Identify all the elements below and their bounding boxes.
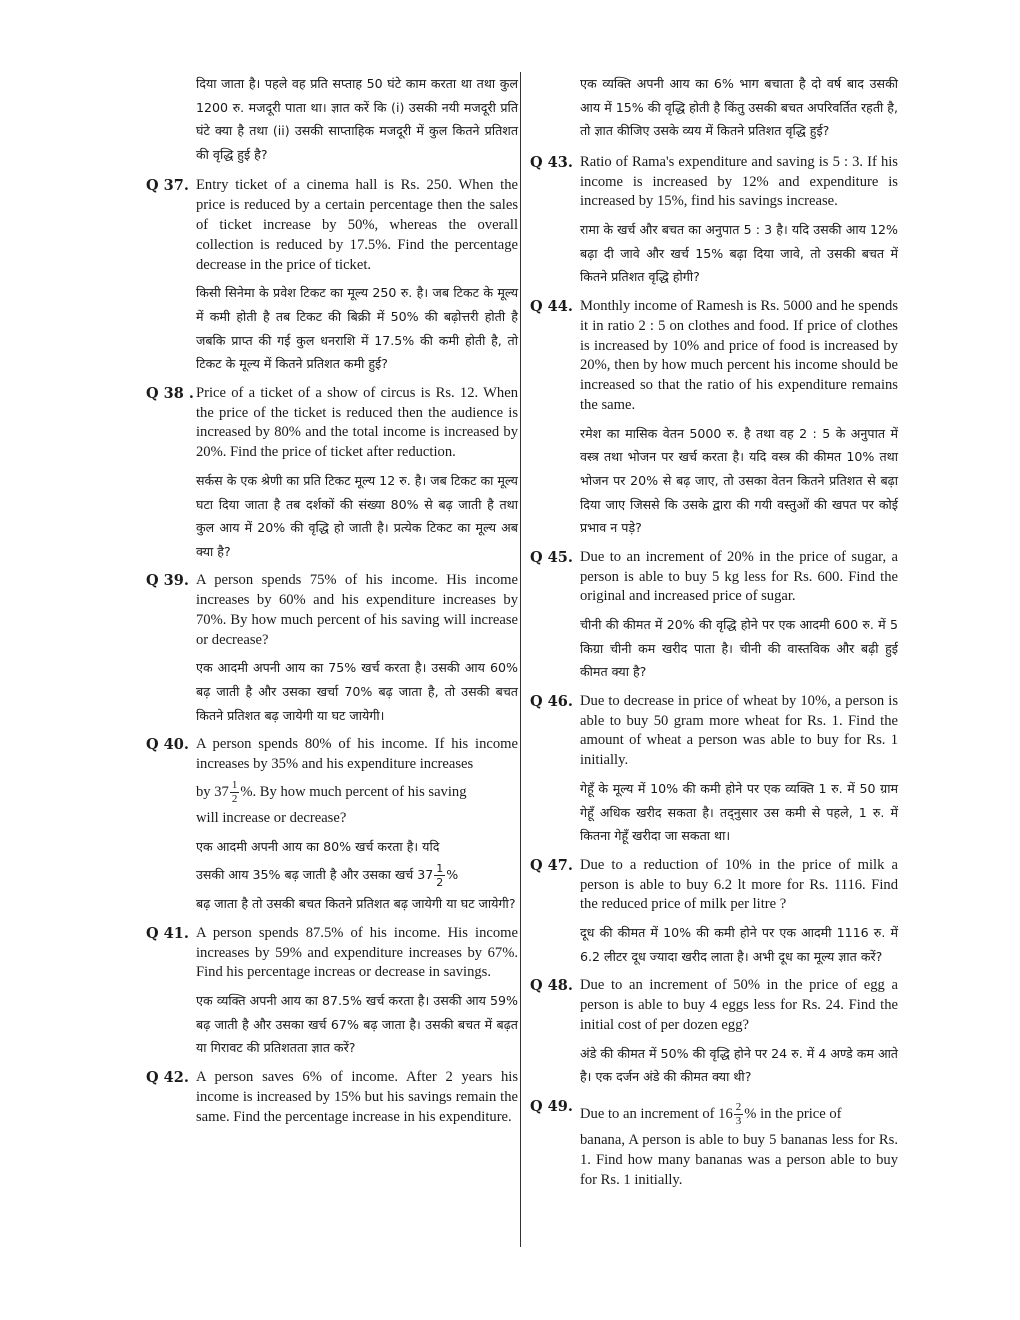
english-text: A person spends 80% of his income. If his income increases by 35% and his expenditure increases <box>196 736 518 773</box>
fraction-denominator: 2 <box>436 876 444 890</box>
question-48 <box>530 976 898 1089</box>
column-divider <box>520 72 521 1247</box>
question-number: Q 45. <box>530 548 573 566</box>
text-fragment: उसकी आय 35% बढ़ जाती है और उसका खर्च 37 <box>196 867 434 883</box>
question-49 <box>530 1097 898 1190</box>
english-text: Due to a reduction of 10% in the price of milk a person is able to buy 6.2 lt more for Rs. 1116. Find the reduced price of milk per litre ? <box>580 856 898 913</box>
text-fragment: % <box>446 867 459 883</box>
question-45 <box>530 548 898 684</box>
hindi-text: किसी सिनेमा के प्रवेश टिकट का मूल्य 250 रु. है। जब टिकट के मूल्य में कमी होती है तब टिकट की बिक्री में 50% की बढ़ोत्तरी होती है जबकि प्राप्त की गई कुल धनराशि में 17.5% की कमी होती है, तो टिकट के मूल्य में कितने प्रतिशत कमी हुई? <box>196 285 518 372</box>
question-43 <box>530 153 898 289</box>
hindi-text: एक व्यक्ति अपनी आय का 87.5% खर्च करता है। उसकी आय 59% बढ़ जाती है और उसका खर्च 67% बढ़ जाता है। उसकी बचत में बढ़त या गिरावट की प्रतिशतता ज्ञात करें? <box>196 993 518 1056</box>
fraction-numerator: 1 <box>436 862 444 876</box>
fraction <box>734 1101 744 1128</box>
english-text: A person saves 6% of income. After 2 years his income is increased by 15% but his savings remain the same. Find the percentage increase in his expenditure. <box>196 1069 518 1125</box>
english-text: Ratio of Rama's expenditure and saving is 5 : 3. If his income is increased by 12% and expenditure is increased by 15%, find his savings increase. <box>580 153 898 210</box>
hindi-text: चीनी की कीमत में 20% की वृद्धि होने पर एक आदमी 600 रु. में 5 किग्रा चीनी कम खरीद पाता है। चीनी की वास्तविक और बढ़ी हुई कीमत क्या है? <box>580 617 898 680</box>
hindi-text: दूध की कीमत में 10% की कमी होने पर एक आदमी 1116 रु. में 6.2 लीटर दूध ज्यादा खरीद लाता है। अभी दूध का मूल्य ज्ञात करें? <box>580 925 898 964</box>
question-number: Q 49. <box>530 1098 573 1115</box>
english-text: banana, A person is able to buy 5 bananas less for Rs. 1. Find how many bananas was a person able to buy for Rs. 1 initially. <box>580 1132 898 1188</box>
question-39 <box>146 571 518 727</box>
fraction-numerator: 2 <box>735 1101 742 1114</box>
question-40 <box>146 735 518 916</box>
question-42 <box>146 1068 518 1127</box>
english-text: Due to decrease in price of wheat by 10%, a person is able to buy 50 gram more wheat for Rs. 1. Find the amount of wheat a person was able to buy for Rs. 1 initially. <box>580 692 898 769</box>
english-text: A person spends 87.5% of his income. His income increases by 59% and expenditure increases by 67%. Find his percentage increas or decrease in savings. <box>196 924 518 981</box>
hindi-text: गेहूँ के मूल्य में 10% की कमी होने पर एक व्यक्ति 1 रु. में 50 ग्राम गेहूँ अधिक खरीद सकता है। तद्नुसार उस कमी से पहले, 1 रु. में कितना गेहूँ खरीदा जा सकता था। <box>580 781 898 844</box>
question-continuation <box>530 72 898 143</box>
question-number: Q 42. <box>146 1069 189 1087</box>
question-number: Q 41. <box>146 924 189 942</box>
question-number: Q 39. <box>146 572 189 590</box>
hindi-text: एक आदमी अपनी आय का 75% खर्च करता है। उसकी आय 60% बढ़ जाती है और उसका खर्चा 70% बढ़ जाता है, तो उसकी बचत कितने प्रतिशत बढ़ जायेगी या घट जायेगी। <box>196 660 518 723</box>
fraction-denominator: 3 <box>735 1115 742 1128</box>
question-38 <box>146 384 518 564</box>
fraction <box>230 779 240 806</box>
english-text: Entry ticket of a cinema hall is Rs. 250. When the price is reduced by a certain percentage then the sales of ticket increase by 50%, whereas the overall collection is reduced by 17.5%. Find the percentage decrease in the price of ticket. <box>196 177 518 273</box>
question-number: Q 48. <box>530 977 573 995</box>
english-text: will increase or decrease? <box>196 809 347 826</box>
question-number: Q 46. <box>530 692 573 710</box>
text-fragment: %. By how much percent of his saving <box>240 783 467 800</box>
hindi-text: दिया जाता है। पहले वह प्रति सप्ताह 50 घंटे काम करता था तथा कुल 1200 रु. मजदूरी पाता था। ज्ञात करें कि (i) उसकी नयी मजदूरी प्रति घंटे क्या है तथा (ii) उसकी साप्ताहिक मजदूरी में कुल कितने प्रतिशत की वृद्धि हुई है? <box>196 76 518 162</box>
question-continuation <box>146 72 518 166</box>
question-number: Q 43. <box>530 153 573 171</box>
question-41 <box>146 924 518 1060</box>
hindi-text-fraction-line <box>196 858 518 892</box>
text-fragment: by 37 <box>196 783 229 800</box>
question-number: Q 38 . <box>146 384 194 402</box>
question-number: Q 37. <box>146 177 189 195</box>
left-column <box>146 72 518 1135</box>
hindi-text: रामा के खर्च और बचत का अनुपात 5 : 3 है। यदि उसकी आय 12% बढ़ा दी जावे और खर्च 15% बढ़ा दिया जावे, तो उसकी बचत में कितने प्रतिशत वृद्धि होगी? <box>580 222 898 285</box>
hindi-text: सर्कस के एक श्रेणी का प्रति टिकट मूल्य 12 रु. है। जब टिकट का मूल्य घटा दिया जाता है तब दर्शकों की संख्या 80% से बढ़ जाती है तथा कुल आय में 20% की वृद्धि हो जाती है। प्रत्येक टिकट का मूल्य अब क्या है? <box>196 472 518 559</box>
english-text: Price of a ticket of a show of circus is Rs. 12. When the price of the ticket is reduced then the audience is increased by 80% and the total income is increased by 20%. Find the price of ticket after reduction. <box>196 384 518 461</box>
question-number: Q 40. <box>146 736 189 754</box>
english-text-fraction-line <box>580 1097 898 1131</box>
hindi-text: बढ़ जाता है तो उसकी बचत कितने प्रतिशत बढ़ जायेगी या घट जायेगी? <box>196 896 516 912</box>
english-text: Monthly income of Ramesh is Rs. 5000 and he spends it in ratio 2 : 5 on clothes and food. If price of clothes is increased by 10% and price of food is increased by 20%, then by how much percent his income should be increased so that the ratio of his expenditure remains the same. <box>580 297 898 413</box>
english-text: Due to an increment of 20% in the price of sugar, a person is able to buy 5 kg less for Rs. 600. Find the original and increased price of sugar. <box>580 548 898 605</box>
fraction-denominator: 2 <box>231 793 238 806</box>
question-47 <box>530 856 898 969</box>
english-text-fraction-line <box>196 775 518 809</box>
hindi-text: एक आदमी अपनी आय का 80% खर्च करता है। यदि <box>196 838 440 854</box>
english-text: Due to an increment of 50% in the price of egg a person is able to buy 4 eggs less for Rs. 24. Find the initial cost of per dozen egg? <box>580 977 898 1034</box>
text-fragment: % in the price of <box>744 1106 842 1122</box>
right-column <box>530 72 898 1198</box>
fraction-numerator: 1 <box>231 779 238 792</box>
question-37 <box>146 176 518 375</box>
english-text: A person spends 75% of his income. His income increases by 60% and his expenditure increases by 70%. By how much percent of his saving will increase or decrease? <box>196 572 518 648</box>
question-44 <box>530 297 898 540</box>
question-number: Q 47. <box>530 856 573 874</box>
hindi-text: अंडे की कीमत में 50% की वृद्धि होने पर 24 रु. में 4 अण्डे कम आते है। एक दर्जन अंडे की कीमत क्या थी? <box>580 1045 898 1085</box>
question-number: Q 44. <box>530 297 573 315</box>
fraction <box>434 862 445 889</box>
hindi-text: रमेश का मासिक वेतन 5000 रु. है तथा वह 2 : 5 के अनुपात में वस्त्र तथा भोजन पर खर्च करता है। यदि वस्त्र की कीमत 10% तथा भोजन पर 20% से बढ़ जाए, तो उसका वेतन कितने प्रतिशत से बढ़ा दिया जाए जिससे कि उसके द्वारा की गयी वस्तुओं की खपत पर कोई प्रभाव न पड़े? <box>580 425 898 536</box>
question-46 <box>530 692 898 848</box>
hindi-text: एक व्यक्ति अपनी आय का 6% भाग बचाता है दो वर्ष बाद उसकी आय में 15% की वृद्धि होती है किंतु उसकी बचत अपरिवर्तित रहती है, तो ज्ञात कीजिए उसके व्यय में कितने प्रतिशत वृद्धि हुई? <box>580 76 898 139</box>
text-fragment: Due to an increment of 16 <box>580 1106 733 1122</box>
